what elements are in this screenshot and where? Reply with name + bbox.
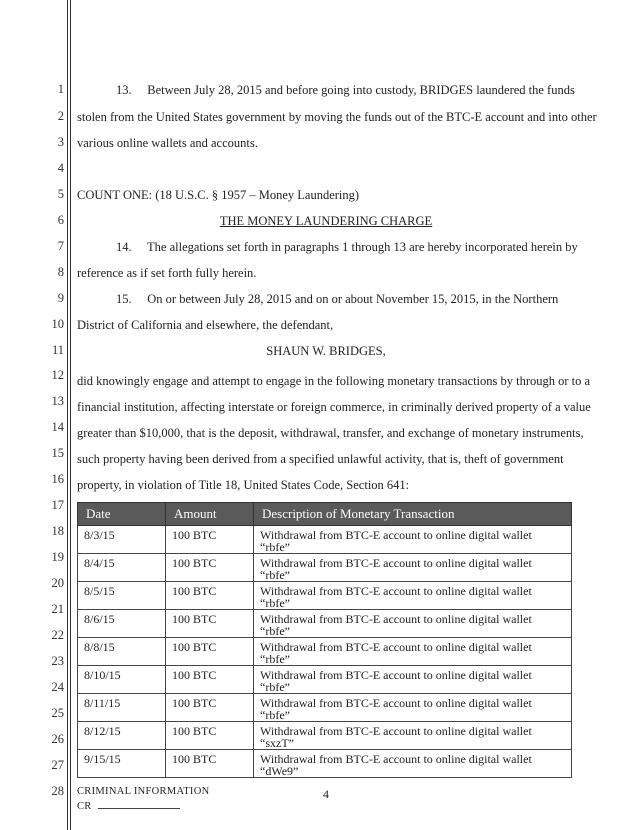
count-one-heading: COUNT ONE: (18 U.S.C. § 1957 – Money Laundering) [77,188,360,202]
desc-line: Withdrawal from BTC-E account to online digital wallet [260,584,532,598]
cell-description [254,694,572,722]
line-number: 18 [51,524,64,538]
header-date: Date [78,503,166,526]
table-row [78,694,572,722]
line-number: 22 [51,628,64,642]
cell-date: 8/10/15 [78,666,166,694]
cell-amount: 100 BTC [166,554,254,582]
wallet-name: “rbfe” [260,680,290,694]
cell-date: 8/5/15 [78,582,166,610]
line-number: 13 [51,394,64,408]
line-number: 9 [57,291,64,305]
line-number: 28 [51,784,64,798]
cell-date: 8/4/15 [78,554,166,582]
cell-description [254,750,572,778]
line-number: 19 [51,550,64,564]
line-number: 3 [57,135,64,149]
paragraph-13-line-3: various online wallets and accounts. [77,136,258,150]
line-number: 20 [51,576,64,590]
line-number: 8 [57,265,64,279]
footer-case-number [77,801,180,812]
cell-date: 9/15/15 [78,750,166,778]
cell-amount: 100 BTC [166,610,254,638]
cell-amount: 100 BTC [166,722,254,750]
cell-date: 8/3/15 [78,526,166,554]
table-row [78,554,572,582]
cell-description [254,638,572,666]
line-number: 16 [51,472,64,486]
table-row [78,666,572,694]
table-header-row [78,503,572,526]
wallet-name: “sxzT” [260,736,294,750]
paragraph-13-line-1: 13. Between July 28, 2015 and before going into custody, BRIDGES laundered the funds [116,83,575,97]
line-number: 23 [51,654,64,668]
wallet-name: “rbfe” [260,568,290,582]
line-number: 14 [51,420,64,434]
cr-label: CR [77,801,92,812]
paragraph-15-line-2: District of California and elsewhere, the defendant, [77,318,334,332]
line-number: 5 [57,187,64,201]
desc-line: Withdrawal from BTC-E account to online digital wallet [260,668,532,682]
line-number: 1 [57,82,64,96]
desc-line: Withdrawal from BTC-E account to online digital wallet [260,752,532,766]
line-number: 24 [51,680,64,694]
cell-description [254,722,572,750]
cell-amount: 100 BTC [166,526,254,554]
line-number: 6 [57,213,64,227]
line-number: 2 [57,109,64,123]
line-number: 27 [51,758,64,772]
paragraph-16-line-2: financial institution, affecting interstate or foreign commerce, in criminally derived property of a value [77,400,591,414]
header-description: Description of Monetary Transaction [254,503,572,526]
line-number: 21 [51,602,64,616]
wallet-name: “rbfe” [260,596,290,610]
table-row [78,610,572,638]
wallet-name: “rbfe” [260,708,290,722]
table-row [78,526,572,554]
header-amount: Amount [166,503,254,526]
line-number: 17 [51,498,64,512]
line-number: 4 [57,161,64,175]
paragraph-16-line-4: such property having been derived from a specified unlawful activity, that is, theft of government [77,452,564,466]
cell-amount: 100 BTC [166,750,254,778]
desc-line: Withdrawal from BTC-E account to online digital wallet [260,556,532,570]
wallet-name: “rbfe” [260,540,290,554]
wallet-name: “dWe9” [260,764,299,778]
desc-line: Withdrawal from BTC-E account to online digital wallet [260,640,532,654]
line-number: 10 [51,317,64,331]
cell-date: 8/12/15 [78,722,166,750]
cell-amount: 100 BTC [166,666,254,694]
case-number-blank [98,808,180,809]
paragraph-16-line-5: property, in violation of Title 18, United States Code, Section 641: [77,478,410,492]
line-number: 12 [51,368,64,382]
cell-date: 8/6/15 [78,610,166,638]
desc-line: Withdrawal from BTC-E account to online digital wallet [260,696,532,710]
desc-line: Withdrawal from BTC-E account to online digital wallet [260,528,532,542]
wallet-name: “rbfe” [260,624,290,638]
desc-line: Withdrawal from BTC-E account to online digital wallet [260,724,532,738]
cell-amount: 100 BTC [166,582,254,610]
paragraph-16-line-3: greater than $10,000, that is the deposit, withdrawal, transfer, and exchange of monetary instruments, [77,426,584,440]
page-number: 4 [323,787,329,801]
line-number: 25 [51,706,64,720]
table-row [78,582,572,610]
desc-line: Withdrawal from BTC-E account to online digital wallet [260,612,532,626]
cell-date: 8/8/15 [78,638,166,666]
margin-rule-left-outer [67,0,68,830]
cell-description [254,610,572,638]
paragraph-15-line-1: 15. On or between July 28, 2015 and on or about November 15, 2015, in the Northern [116,292,559,306]
line-number: 11 [51,343,64,357]
paragraph-13-line-2: stolen from the United States government by moving the funds out of the BTC-E account and into other [77,110,597,124]
cell-amount: 100 BTC [166,638,254,666]
table-row [78,722,572,750]
cell-amount: 100 BTC [166,694,254,722]
margin-rule-left-inner [70,0,71,830]
paragraph-14-line-2: reference as if set forth fully herein. [77,266,257,280]
section-heading: THE MONEY LAUNDERING CHARGE [219,214,433,228]
transactions-table [77,502,572,778]
footer-doc-title: CRIMINAL INFORMATION [77,786,210,797]
table-row [78,750,572,778]
defendant-name: SHAUN W. BRIDGES, [266,344,386,358]
line-number: 26 [51,732,64,746]
table-row [78,638,572,666]
paragraph-14-line-1: 14. The allegations set forth in paragraphs 1 through 13 are hereby incorporated herein by [116,240,578,254]
line-number: 15 [51,446,64,460]
wallet-name: “rbfe” [260,652,290,666]
cell-description [254,666,572,694]
cell-description [254,554,572,582]
line-number: 7 [57,239,64,253]
cell-description [254,526,572,554]
cell-date: 8/11/15 [78,694,166,722]
paragraph-16-line-1: did knowingly engage and attempt to engage in the following monetary transactions by through or to a [77,374,591,388]
cell-description [254,582,572,610]
